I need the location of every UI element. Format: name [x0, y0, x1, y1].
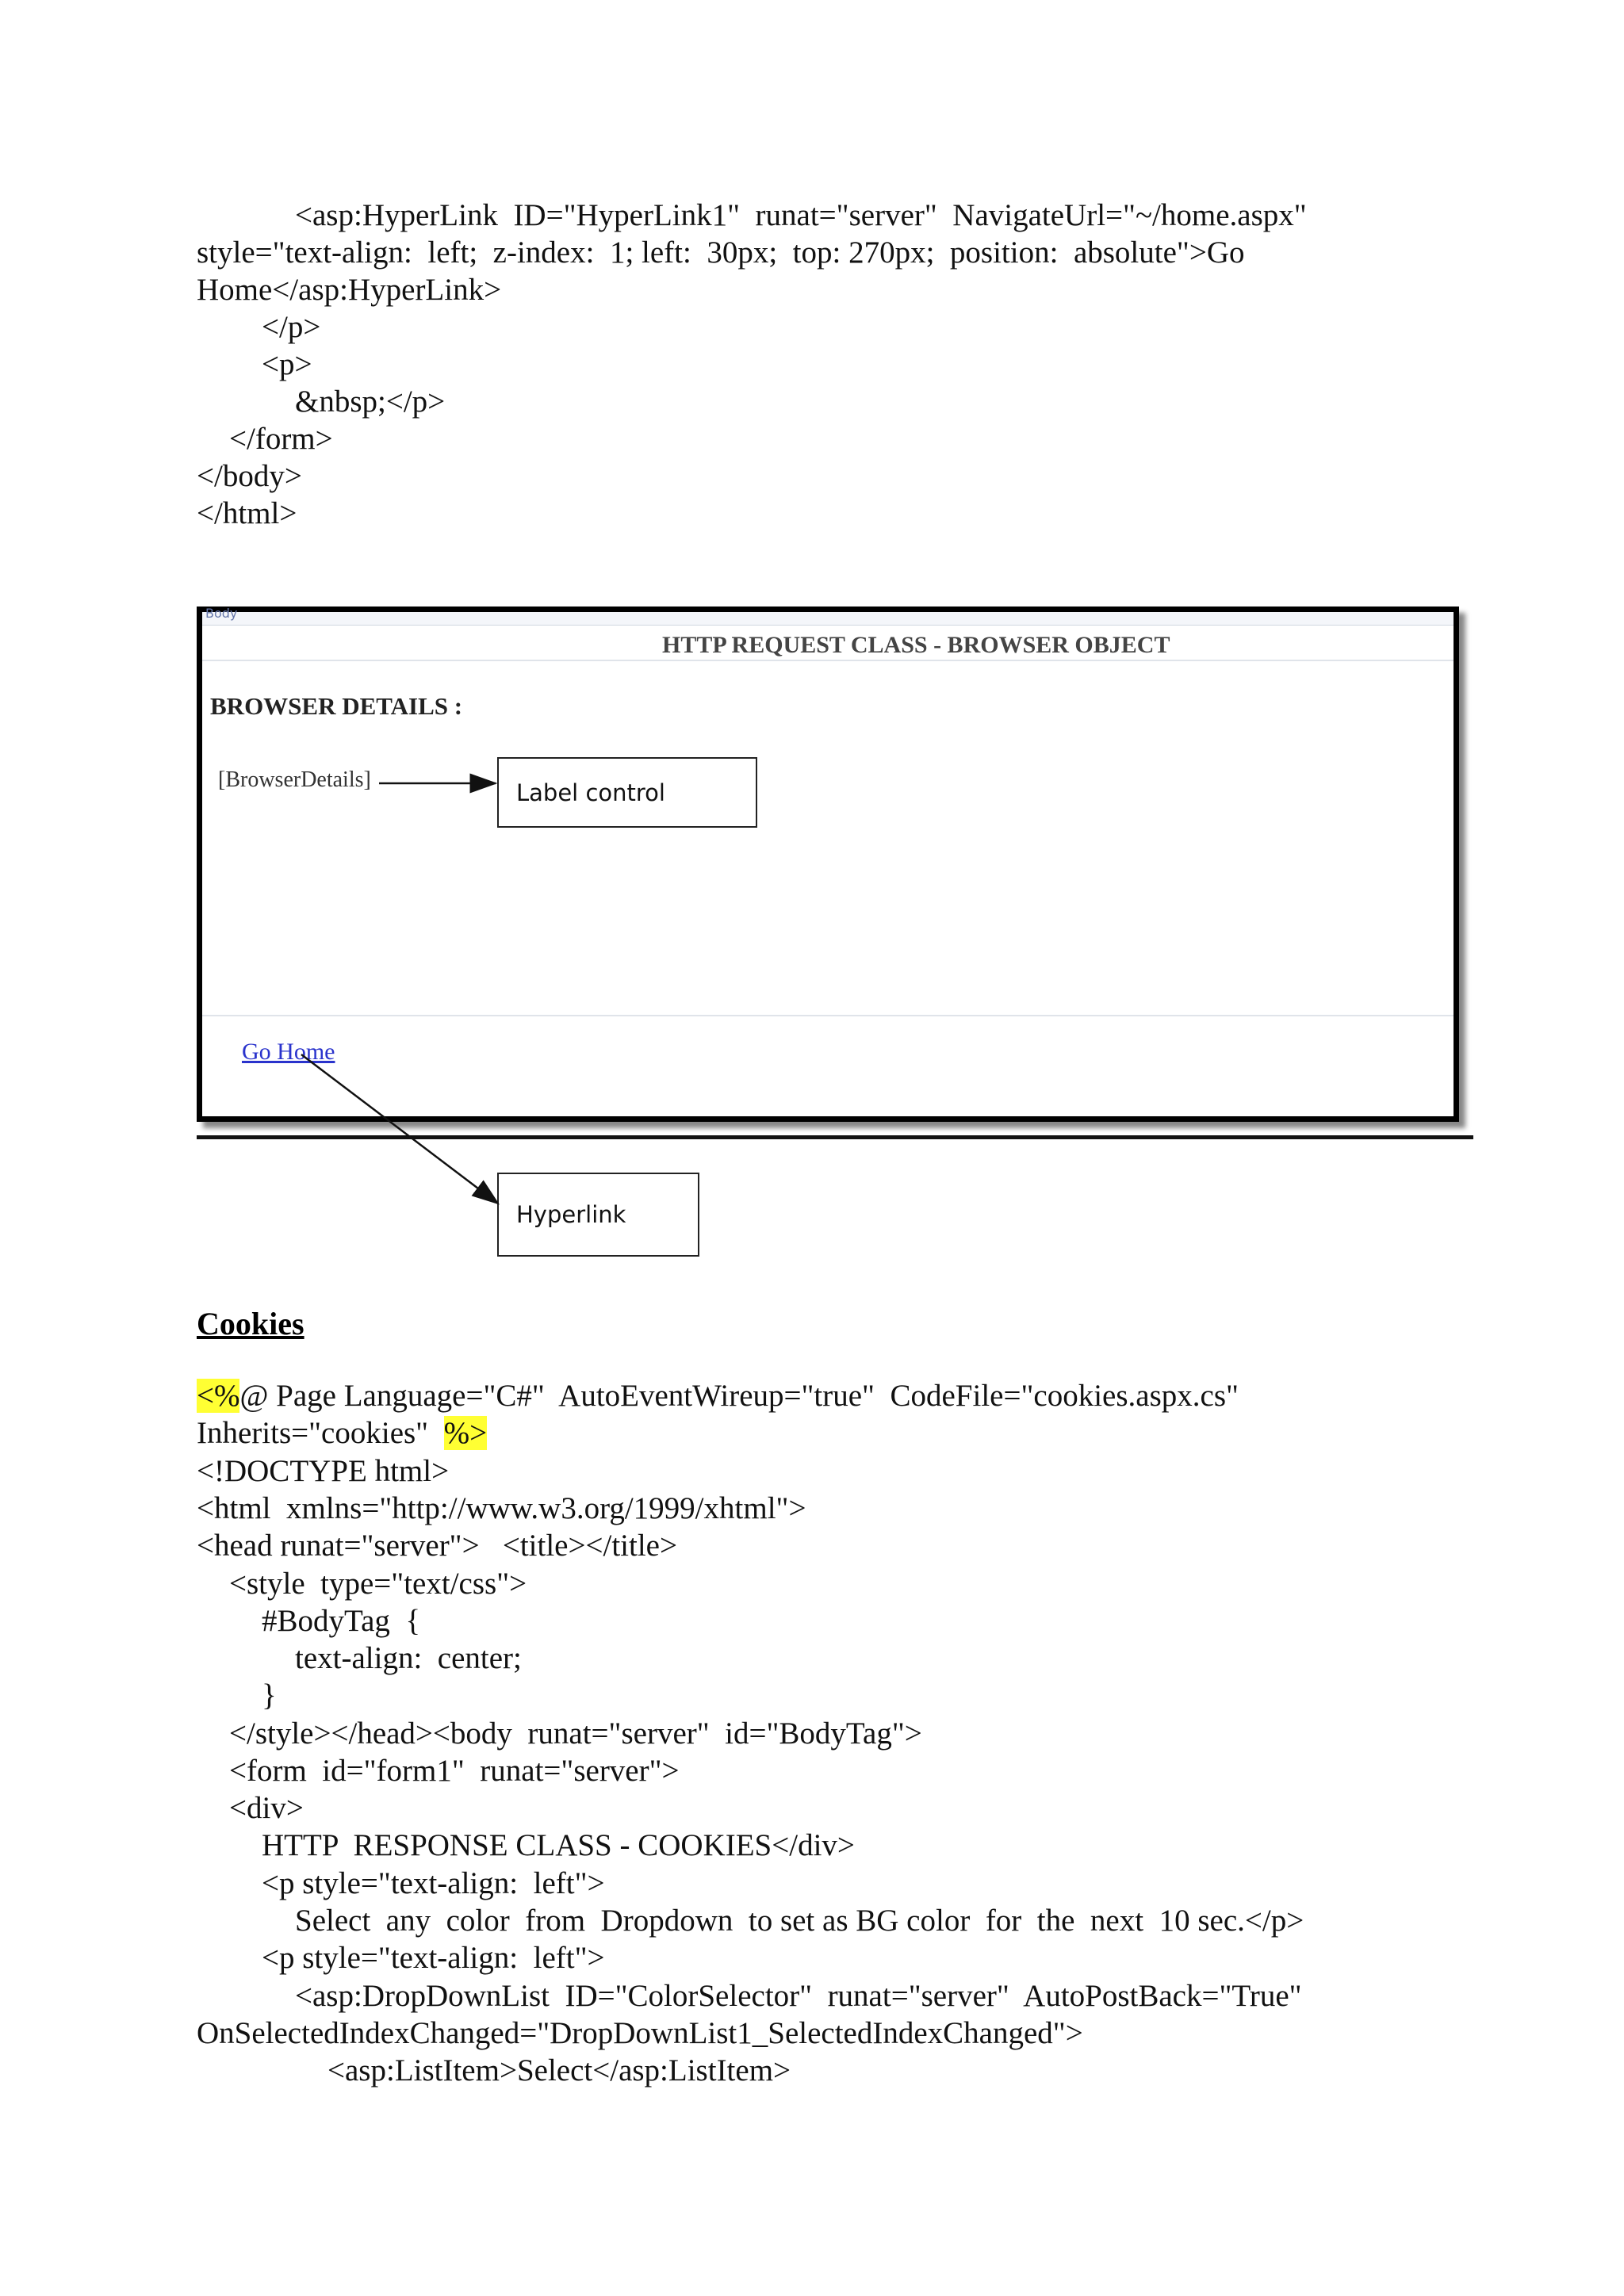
code-line: <head runat="server"> <title></title> — [197, 1529, 677, 1563]
strip-label: Body — [205, 606, 238, 621]
code-line: <html xmlns="http://www.w3.org/1999/xhtml"> — [197, 1491, 806, 1525]
code-line: HTTP RESPONSE CLASS - COOKIES</div> — [262, 1828, 855, 1862]
figure-title: HTTP REQUEST CLASS - BROWSER OBJECT — [662, 632, 1170, 658]
browser-details-heading: BROWSER DETAILS : — [210, 692, 463, 720]
code-line: style="text-align: left; z-index: 1; left: 30px; top: 270px; position: absolute">Go — [197, 235, 1245, 270]
highlight-close-tag: %> — [443, 1416, 488, 1450]
inherits-text: Inherits="cookies" — [197, 1416, 444, 1450]
code-line: <!DOCTYPE html> — [197, 1454, 450, 1488]
hyperlink-callout-text: Hyperlink — [516, 1201, 626, 1228]
code-line: <div> — [229, 1791, 304, 1825]
code-line: Home</asp:HyperLink> — [197, 273, 502, 307]
page-directive-text: @ Page Language="C#" AutoEventWireup="true" CodeFile="cookies.aspx.cs" — [239, 1379, 1239, 1413]
code-line: <asp:ListItem>Select</asp:ListItem> — [327, 2053, 791, 2087]
code-line: <p style="text-align: left"> — [262, 1941, 605, 1975]
code-line: OnSelectedIndexChanged="DropDownList1_SelectedIndexChanged"> — [197, 2016, 1083, 2050]
code-line: <p style="text-align: left"> — [262, 1866, 605, 1900]
code-line: <form id="form1" runat="server"> — [229, 1754, 680, 1788]
code-line: #BodyTag { — [262, 1604, 421, 1638]
label-control-callout-text: Label control — [516, 779, 665, 806]
browser-details-label: [BrowserDetails] — [218, 767, 371, 792]
code-line-page-directive — [197, 1377, 1239, 1414]
code-line: <p> — [262, 347, 312, 381]
code-line: } — [262, 1678, 277, 1712]
code-line: <style type="text/css"> — [229, 1567, 527, 1601]
code-line: <asp:HyperLink ID="HyperLink1" runat="server" NavigateUrl="~/home.aspx" — [295, 198, 1307, 232]
code-line: </html> — [197, 496, 297, 530]
code-line: </style></head><body runat="server" id="BodyTag"> — [229, 1716, 922, 1751]
hyperlink-arrow — [301, 1054, 498, 1203]
code-line: &nbsp;</p> — [295, 385, 446, 419]
code-line: </body> — [197, 459, 302, 493]
highlight-open-tag: <% — [197, 1379, 240, 1413]
code-line-inherits — [197, 1414, 487, 1452]
code-line: Select any color from Dropdown to set as BG color for the next 10 sec.</p> — [295, 1904, 1304, 1938]
code-line: </p> — [262, 310, 321, 344]
code-line: </form> — [229, 422, 333, 456]
code-line: text-align: center; — [295, 1641, 522, 1675]
cookies-heading: Cookies — [197, 1306, 304, 1341]
go-home-link[interactable]: Go Home — [242, 1039, 335, 1065]
code-line: <asp:DropDownList ID="ColorSelector" runat="server" AutoPostBack="True" — [295, 1979, 1302, 2013]
